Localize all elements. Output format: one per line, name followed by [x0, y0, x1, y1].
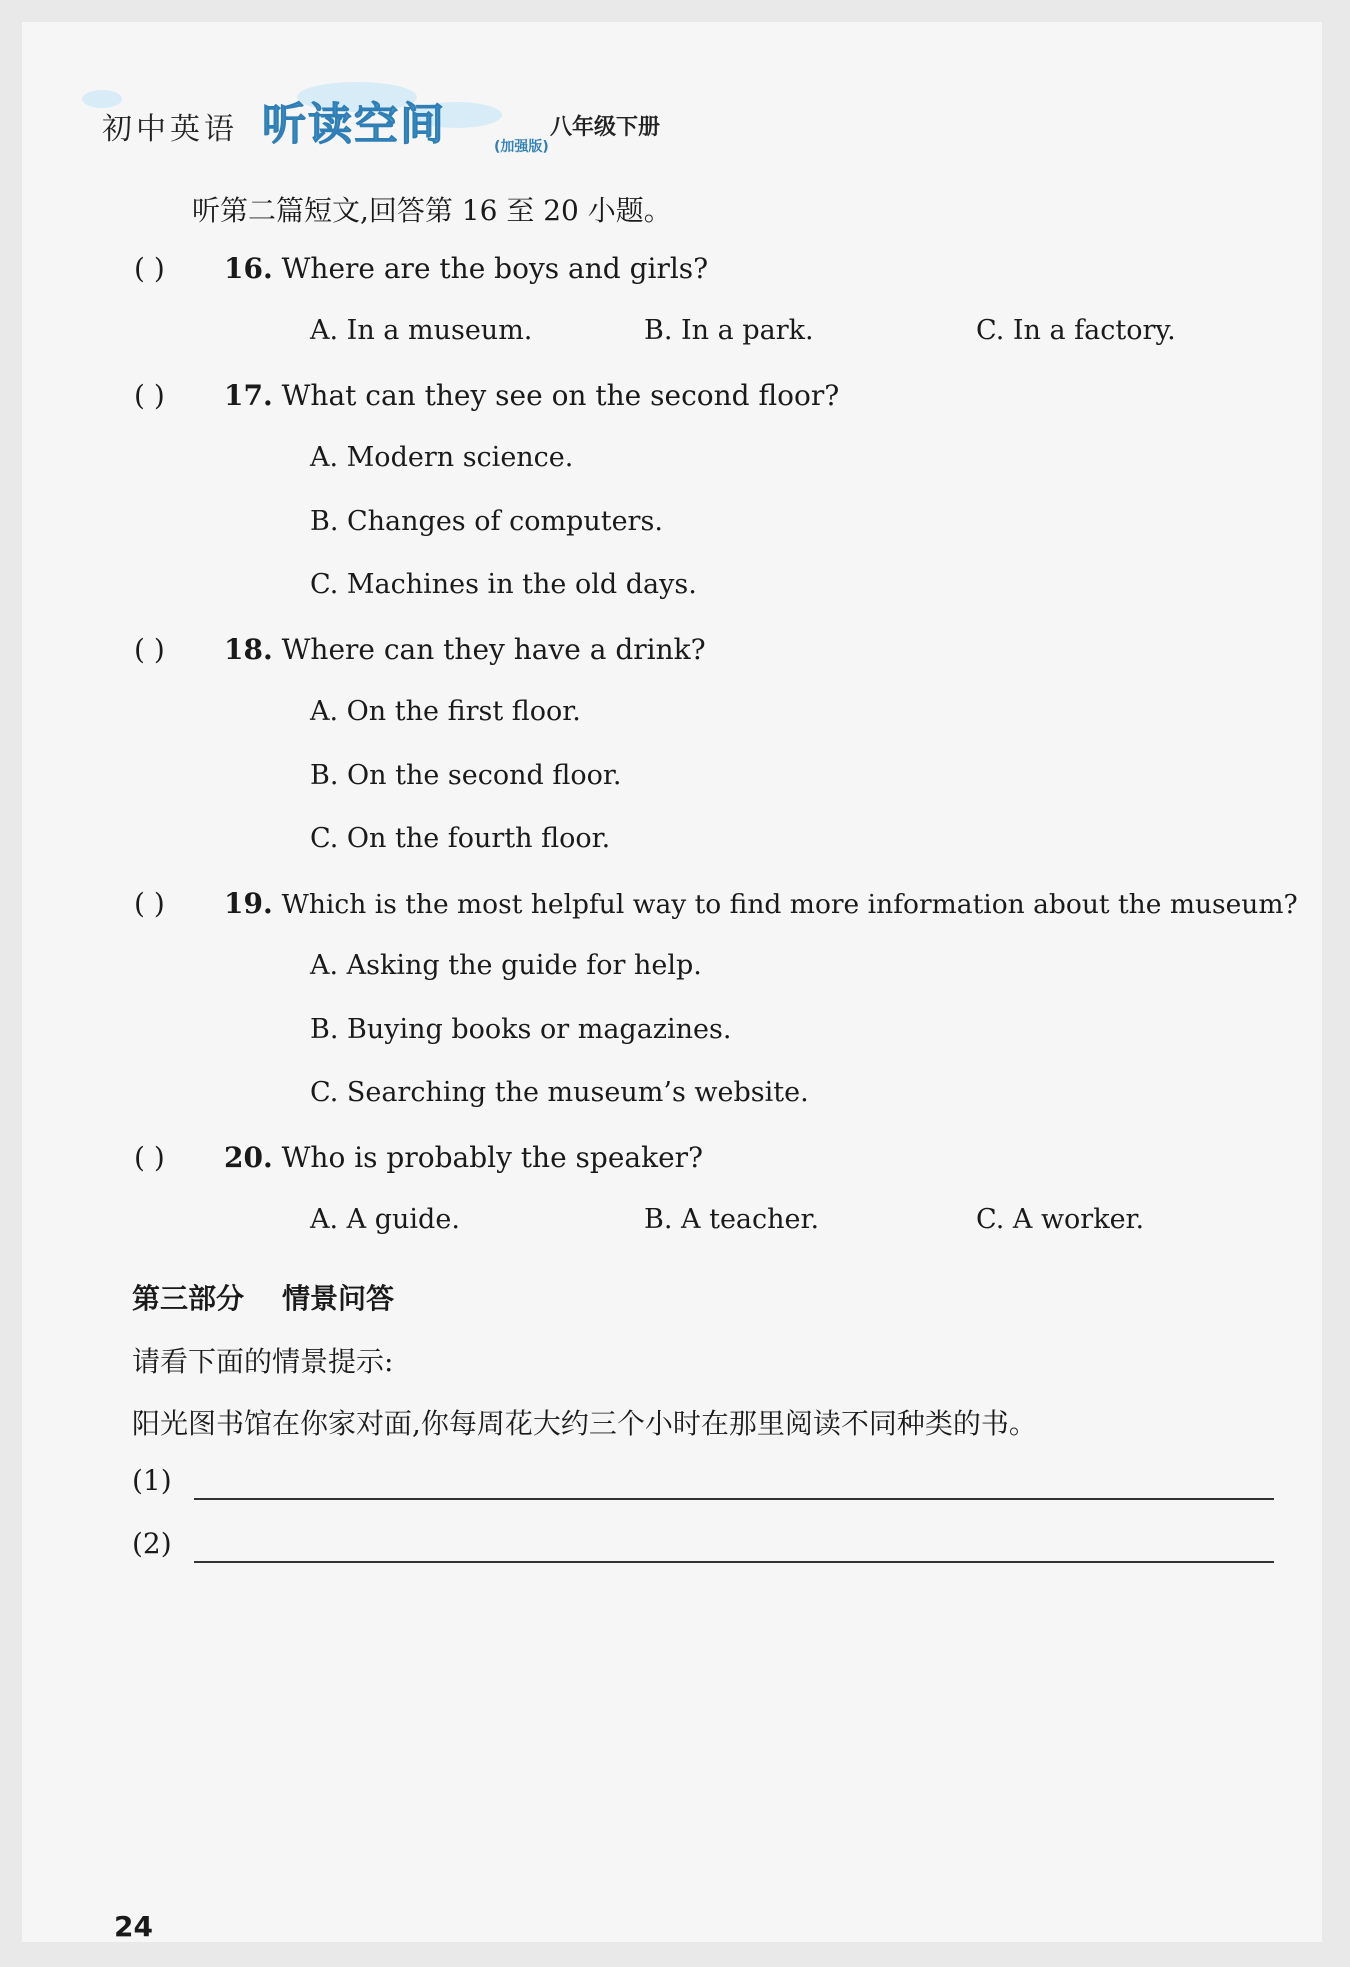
brand-logo — [262, 88, 446, 152]
question-16 — [134, 252, 708, 285]
answer-line-2[interactable] — [194, 1539, 1274, 1563]
workbook-page — [22, 22, 1322, 1942]
option-c: C. Searching the museum’s website. — [310, 1077, 809, 1108]
option-b: B. On the second floor. — [310, 760, 622, 791]
answer-blank[interactable]: ( ) — [134, 633, 165, 666]
scenario-text: 阳光图书馆在你家对面,你每周花大约三个小时在那里阅读不同种类的书。 — [132, 1407, 1037, 1440]
scenario-prompt: 请看下面的情景提示: — [132, 1345, 394, 1378]
page-number: 24 — [114, 1910, 153, 1943]
section-title — [132, 1277, 394, 1317]
brand-text: 听读空间 — [262, 99, 446, 150]
answer-blank[interactable]: ( ) — [134, 379, 165, 412]
option-b: B. Changes of computers. — [310, 506, 663, 537]
question-18 — [134, 633, 706, 666]
section-part-label: 第三部分 — [132, 1282, 245, 1315]
grade-label: 八年级下册 — [550, 115, 661, 140]
option-b: B. A teacher. — [644, 1204, 820, 1235]
option-a: A. In a museum. — [310, 315, 533, 346]
question-text: What can they see on the second floor? — [281, 379, 840, 412]
option-c: C. On the fourth floor. — [310, 823, 611, 854]
question-text: Who is probably the speaker? — [281, 1141, 704, 1174]
blank-label-1: (1) — [132, 1464, 172, 1497]
option-c: C. In a factory. — [976, 315, 1176, 346]
option-b: B. Buying books or magazines. — [310, 1014, 732, 1045]
question-text: Where can they have a drink? — [281, 633, 706, 666]
option-a: A. On the first floor. — [310, 696, 581, 727]
section-intro: 听第二篇短文,回答第 16 至 20 小题。 — [192, 194, 672, 227]
option-a: A. A guide. — [310, 1204, 460, 1235]
answer-line-1[interactable] — [194, 1476, 1274, 1500]
option-a: A. Asking the guide for help. — [310, 950, 702, 981]
option-c: C. A worker. — [976, 1204, 1145, 1235]
question-19 — [134, 887, 1298, 920]
series-title: 初中英语 — [102, 112, 238, 147]
option-b: B. In a park. — [644, 315, 814, 346]
question-number: 20. — [224, 1141, 273, 1174]
question-20 — [134, 1141, 703, 1174]
answer-blank[interactable]: ( ) — [134, 887, 165, 920]
question-number: 17. — [224, 379, 273, 412]
answer-blank[interactable]: ( ) — [134, 252, 165, 285]
question-text: Where are the boys and girls? — [281, 252, 709, 285]
question-17 — [134, 379, 839, 412]
blank-label-2: (2) — [132, 1527, 172, 1560]
question-number: 16. — [224, 252, 273, 285]
option-c: C. Machines in the old days. — [310, 569, 697, 600]
page-header — [82, 82, 782, 162]
question-number: 18. — [224, 633, 273, 666]
option-a: A. Modern science. — [310, 442, 574, 473]
answer-blank[interactable]: ( ) — [134, 1141, 165, 1174]
question-text: Which is the most helpful way to find more information about the museum? — [281, 889, 1298, 920]
question-number: 19. — [224, 887, 273, 920]
edition-label: (加强版) — [494, 139, 549, 155]
section-name: 情景问答 — [282, 1282, 395, 1315]
